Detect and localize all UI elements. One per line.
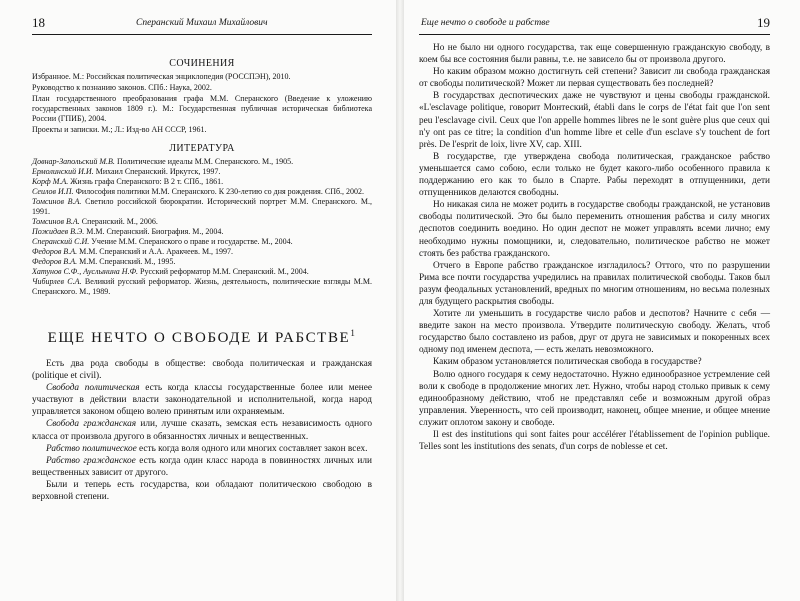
header-rule-right <box>419 34 770 35</box>
literature-list <box>32 157 372 297</box>
right-paragraph: Но никакая сила не может родить в государстве свободы гражданской, не установив свободы политической. Это бы было переменить отношения рабства и силу многих деспотов соединить воедино. Но один деспот не может управлять всеми лично; ему необходимо нужны помощники, и, следовательно, политическое рабство не может стоять без рабства гражданского. <box>419 200 770 259</box>
running-head-right: Еще нечто о свободе и рабстве <box>421 18 550 28</box>
running-head-left: Сперанский Михаил Михайлович <box>136 18 268 28</box>
page-number-left: 18 <box>32 15 45 30</box>
literature-author: Федоров В.А. <box>32 247 78 256</box>
literature-item <box>32 197 372 217</box>
literature-item <box>32 227 372 237</box>
literature-item <box>32 267 372 277</box>
literature-item <box>32 237 372 247</box>
literature-details: Политические идеалы М.М. Сперанского. М., 1905. <box>114 157 294 166</box>
literature-item <box>32 167 372 177</box>
paragraph-text: есть когда один класс народа в повинностях личных или вещественных зависит от другого. <box>32 455 373 478</box>
literature-item <box>32 277 372 297</box>
footnote-mark: 1 <box>350 328 357 338</box>
essay-title-text: ЕЩЕ НЕЧТО О СВОБОДЕ И РАБСТВЕ <box>47 330 351 346</box>
literature-author: Федоров В.А. <box>32 257 78 266</box>
works-item: Проекты и записки. М.; Л.: Изд-во АН СССР, 1961. <box>32 125 207 134</box>
essay-paragraph <box>32 358 372 382</box>
works-heading: СОЧИНЕНИЯ <box>169 58 235 69</box>
literature-details: М.М. Сперанский. Биография. М., 2004. <box>84 227 224 236</box>
literature-item <box>32 217 372 227</box>
right-page-header <box>419 15 770 31</box>
right-paragraph: Каким образом установляется политическая свобода в государстве? <box>433 357 702 368</box>
literature-author: Чибирлев С.А. <box>32 277 82 286</box>
literature-author: Сперанский С.И. <box>32 237 90 246</box>
right-page <box>404 0 800 601</box>
literature-item <box>32 187 372 197</box>
term-lead: Рабство гражданское <box>46 455 136 466</box>
paragraph-text: Были и теперь есть государства, кои обладают политическою свободою в верховной степени. <box>32 479 372 503</box>
literature-author: Томсинов В.А. <box>32 197 82 206</box>
right-paragraph: Хотите ли уменьшить в государстве число рабов и деспотов? Начните с себя — введите закон на место произвола. Утвердите политическую свободу. Желать, чтоб государство было составлено из рабов, друг от друга не зависимых и покоренных всех одному под именем деспота, — есть желать невозможного. <box>419 309 770 356</box>
right-paragraph: Но не было ни одного государства, так еще совершенную гражданскую свободу, в коем бы все состояния были равны, т.е. не зависело бы от произвола другого. <box>419 43 770 66</box>
literature-author: Ермолинский И.И. <box>32 167 94 176</box>
literature-details: Жизнь графа Сперанского: В 2 т. СПб., 1861. <box>68 177 224 186</box>
right-paragraph: Отчего в Европе рабство гражданское изгладилось? Оттого, что по разрушении Рима все почти государства учредились на правилах политической свободы. Таков был разум феодальных установлений, вредных по многим отношениям, но весьма полезных для будущего раскрытия свободы. <box>419 260 770 307</box>
essay-paragraph <box>32 382 372 418</box>
paragraph-text: или, лучше сказать, земская есть независимость одного класса от произвола другого в обязанностях личных и вещественных. <box>32 419 372 442</box>
works-item: Руководство к познанию законов. СПб.: Наука, 2002. <box>32 83 212 92</box>
right-paragraph: Но каким образом можно достигнуть сей степени? Зависит ли свобода гражданская от свободы политической? Может ли первая существовать без последней? <box>419 67 770 90</box>
essay-title <box>32 328 372 347</box>
works-list <box>32 72 372 135</box>
term-lead: Свобода политическая <box>46 383 140 394</box>
literature-author: Томсинов В.А. <box>32 217 80 226</box>
literature-details: Великий русский реформатор. Жизнь, деятельность, политические взгляды М.М. Сперанского. М., 1989. <box>32 277 373 296</box>
literature-author: Хатунов С.Ф., Ауслынина Н.Ф. <box>32 267 139 276</box>
essay-paragraph <box>32 443 372 455</box>
works-item: План государственного преобразования графа М.М. Сперанского (Введение к уложению государственных законов 1809 г.). М.: Государственная публичная историческая библиотека России (ГПИБ), 2004. <box>32 94 372 123</box>
literature-author: Довнар-Запольский М.В. <box>32 157 115 166</box>
right-paragraph: В государстве, где утверждена свобода политическая, гражданское рабство уменьшается само собою, если только не будет какого-либо особенного правила к поддержанию его как то было в Спарте. Рабы переходят в отпущенники, дети отпущенников делаются свободны. <box>419 151 770 199</box>
literature-item <box>32 157 372 167</box>
literature-details: Михаил Сперанский. Иркутск, 1997. <box>93 167 221 176</box>
page-number-right: 19 <box>757 15 770 30</box>
essay-paragraphs <box>32 358 372 503</box>
literature-details: Русский реформатор М.М. Сперанский. М., 2004. <box>138 267 309 276</box>
book-gutter <box>396 0 404 601</box>
paragraph-text: Есть два рода свободы в обществе: свобода политическая и гражданская (politique et civil). <box>32 359 372 382</box>
essay-paragraph <box>32 455 372 479</box>
literature-item <box>32 177 372 187</box>
literature-details: М.М. Сперанский. М., 1995. <box>77 257 176 266</box>
paragraph-text: есть когда классы государственные более или менее участвуют в действии власти законодательной и исполнительной, когда народ управляется законом общею волею принятым или охраняемым. <box>32 383 372 418</box>
left-page-header <box>32 15 372 31</box>
literature-item <box>32 247 372 257</box>
right-page-body <box>419 42 770 453</box>
left-page-body <box>32 44 372 503</box>
literature-heading: ЛИТЕРАТУРА <box>169 143 235 154</box>
literature-author: Пожидаев В.Э. <box>32 227 85 236</box>
header-rule-left <box>32 34 372 35</box>
essay-paragraph <box>32 479 372 503</box>
right-paragraph: Волю одного государя к сему недостаточно. Нужно единообразное устремление сей воли к свободе в продолжение многих лет. Нужно, чтобы народ столько привык к сему единообразному действию, чтоб не представлял себе и возможным другой образ управления. Уверенность, что сей производит, наконец, общее мнение, и общее мнение служит оплотом закону и свободе. <box>419 369 770 428</box>
literature-item <box>32 257 372 267</box>
literature-details: Учение М.М. Сперанского о праве и государстве. М., 2004. <box>89 237 293 246</box>
right-paragraph: В государствах деспотических даже не чувствуют и цены свободы гражданской. «L'esclavage politique, говорит Монтеский, établi dans le corps de l'état fait que l'on sent peu l'esclavage civil. Ceux que l'on appelle hommes libres ne le sont guère plus que ceux qui n'y ont pas ce titre; la condition d'un homme libre et celle d'un esclave s'y touchent de fort près. De l'esprit de loix, livre XV, cap. XIII. <box>419 91 770 150</box>
works-item: Избранное. М.: Российская политическая энциклопедия (РОССПЭН), 2010. <box>32 72 291 81</box>
literature-author: Корф М.А. <box>32 177 69 186</box>
literature-details: Философия политики М.М. Сперанского. К 230-летию со дня рождения. СПб., 2002. <box>73 187 365 196</box>
term-lead: Свобода гражданская <box>46 419 137 430</box>
left-page <box>0 0 396 601</box>
term-lead: Рабство политическое <box>46 443 137 454</box>
essay-paragraph <box>32 418 372 442</box>
literature-author: Сеилов И.П. <box>32 187 74 196</box>
paragraph-text: есть когда воля одного или многих составляет закон всех. <box>136 443 368 454</box>
literature-details: Светило российской бюрократии. Исторический портрет М.М. Сперанского. М., 1991. <box>32 197 372 216</box>
right-paragraph: Il est des institutions qui sont faites pour accélérer l'établissement de l'opinion publique. Telles sont les institutions des senats, d'un corps de noblesse et cet. <box>419 430 770 453</box>
literature-details: М.М. Сперанский и А.А. Аракчеев. М., 1997. <box>77 247 234 256</box>
literature-details: Сперанский. М., 2006. <box>79 217 158 226</box>
